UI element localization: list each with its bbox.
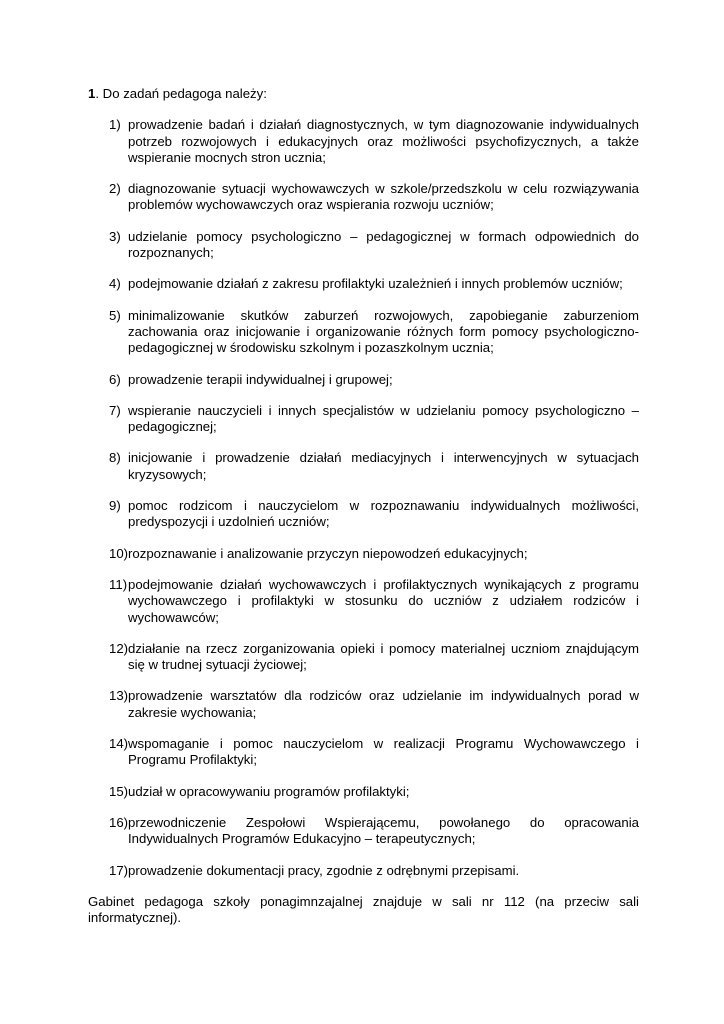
list-item-text: inicjowanie i prowadzenie działań mediacyjnych i interwencyjnych w sytuacjach kryzysowych;: [128, 450, 639, 482]
list-item-text: prowadzenie dokumentacji pracy, zgodnie z odrębnymi przepisami.: [128, 862, 520, 878]
section-heading: [88, 86, 639, 102]
list-item: [88, 688, 639, 721]
section-number: 1: [88, 86, 96, 101]
list-item: [88, 736, 639, 769]
list-item: [88, 498, 639, 531]
list-item-number: 5): [109, 307, 121, 323]
list-item-number: 15): [109, 783, 129, 799]
list-item-text: podejmowanie działań wychowawczych i profilaktycznych wynikających z programu wychowawczego i profilaktyki w stosunku do uczniów z udziałem rodziców i wychowawców;: [128, 576, 639, 625]
list-item-text: prowadzenie badań i działań diagnostycznych, w tym diagnozowanie indywidualnych potrzeb rozwojowych i edukacyjnych oraz możliwości psychofizycznych, a także wspieranie mocnych stron ucznia;: [128, 117, 639, 165]
list-item: [88, 815, 639, 848]
list-item-text: udział w opracowywaniu programów profilaktyki;: [128, 783, 410, 799]
list-item-text: podejmowanie działań z zakresu profilaktyki uzależnień i innych problemów uczniów;: [128, 276, 623, 292]
list-item: [88, 863, 639, 879]
list-item-text: przewodniczenie Zespołowi Wspierającemu, powołanego do opracowania Indywidualnych Programów Edukacyjno – terapeutycznych;: [128, 814, 639, 847]
list-item-number: 3): [109, 228, 121, 244]
list-item-number: 9): [109, 498, 121, 514]
list-item: [88, 450, 639, 483]
list-item-number: 8): [109, 450, 121, 466]
list-item-text: diagnozowanie sytuacji wychowawczych w szkole/przedszkolu w celu rozwiązywania problemów wychowawczych oraz wspierania rozwoju uczniów;: [128, 181, 639, 213]
list-item: [88, 181, 639, 214]
list-item-number: 7): [109, 402, 121, 418]
list-item-number: 10): [109, 545, 129, 561]
list-item-number: 6): [109, 371, 121, 387]
list-item-text: rozpoznawanie i analizowanie przyczyn niepowodzeń edukacyjnych;: [128, 545, 528, 561]
list-item-number: 12): [109, 640, 129, 656]
list-item: [88, 546, 639, 562]
list-item-number: 4): [109, 276, 121, 292]
list-item-text: wspieranie nauczycieli i innych specjalistów w udzielaniu pomocy psychologiczno – pedagogicznej;: [128, 402, 639, 435]
list-item-number: 14): [109, 736, 129, 752]
office-location-note: Gabinet pedagoga szkoły ponagimnzajalnej znajduje w sali nr 112 (na przeciw sali informatycznej).: [88, 893, 639, 926]
list-item-number: 11): [109, 576, 128, 592]
list-item-number: 1): [109, 117, 121, 133]
list-item: [88, 276, 639, 292]
list-item: [88, 641, 639, 674]
tasks-list: [88, 117, 639, 879]
list-item-text: minimalizowanie skutków zaburzeń rozwojowych, zapobieganie zaburzeniom zachowania oraz inicjowanie i organizowanie różnych form pomocy psychologiczno-pedagogicznej w środowisku szkolnym i pozaszkolnym ucznia;: [128, 307, 639, 356]
list-item-text: prowadzenie warsztatów dla rodziców oraz udzielanie im indywidualnych porad w zakresie wychowania;: [128, 688, 639, 720]
list-item-text: wspomaganie i pomoc nauczycielom w realizacji Programu Wychowawczego i Programu Profilaktyki;: [128, 736, 639, 768]
section-heading-text: . Do zadań pedagoga należy:: [95, 86, 267, 101]
list-item-number: 2): [109, 181, 121, 197]
list-item: [88, 577, 639, 626]
list-item-number: 13): [109, 688, 129, 704]
list-item: [88, 308, 639, 357]
list-item-number: 17): [109, 862, 129, 878]
list-item: [88, 372, 639, 388]
list-item: [88, 117, 639, 166]
list-item-text: prowadzenie terapii indywidualnej i grupowej;: [128, 371, 393, 387]
list-item: [88, 784, 639, 800]
list-item-number: 16): [109, 814, 129, 830]
list-item-text: działanie na rzecz zorganizowania opieki i pomocy materialnej uczniom znajdującym się w trudnej sytuacji życiowej;: [128, 640, 639, 673]
list-item-text: udzielanie pomocy psychologiczno – pedagogicznej w formach odpowiednich do rozpoznanych;: [128, 228, 639, 261]
list-item-text: pomoc rodzicom i nauczycielom w rozpoznawaniu indywidualnych możliwości, predyspozycji i uzdolnień uczniów;: [128, 498, 639, 530]
list-item: [88, 403, 639, 436]
document-page: [88, 86, 639, 940]
list-item: [88, 229, 639, 262]
